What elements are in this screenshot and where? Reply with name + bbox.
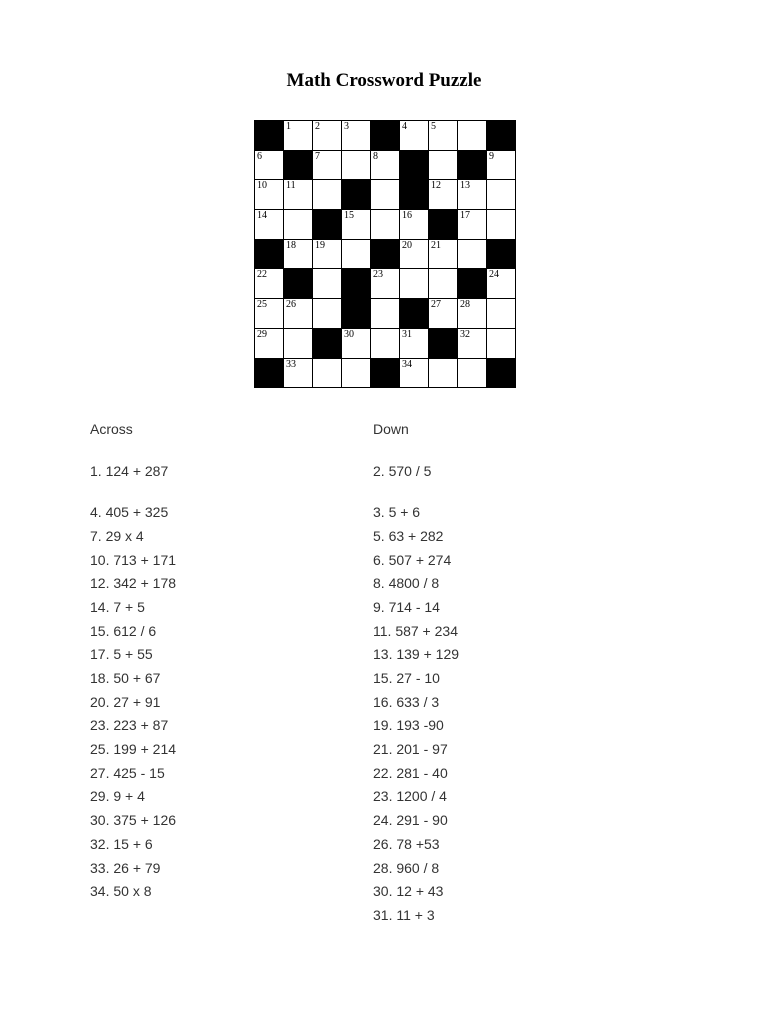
grid-cell[interactable]	[284, 299, 313, 329]
black-cell	[371, 240, 400, 270]
down-clue: 31. 11 + 3	[373, 906, 435, 923]
down-clue: 16. 633 / 3	[373, 693, 440, 710]
black-cell	[487, 359, 516, 389]
across-clue: 33. 26 + 79	[90, 859, 161, 876]
down-clue: 2. 570 / 5	[373, 463, 432, 479]
grid-cell[interactable]	[371, 269, 400, 299]
clue-number: 14	[257, 210, 267, 222]
across-clue: 15. 612 / 6	[90, 622, 157, 639]
clue-number: 34	[402, 358, 412, 370]
grid-cell[interactable]	[313, 240, 342, 270]
grid-cell[interactable]	[342, 121, 371, 151]
grid-cell[interactable]	[255, 210, 284, 240]
black-cell	[284, 151, 313, 181]
down-clue: 3. 5 + 6	[373, 504, 421, 521]
black-cell	[429, 210, 458, 240]
grid-cell[interactable]	[313, 269, 342, 299]
clue-number: 7	[315, 150, 320, 162]
grid-cell[interactable]	[342, 240, 371, 270]
across-clue: 12. 342 + 178	[90, 575, 177, 592]
grid-cell[interactable]	[458, 240, 487, 270]
clue-number: 8	[373, 150, 378, 162]
grid-cell[interactable]	[255, 329, 284, 359]
black-cell	[458, 151, 487, 181]
down-clue: 24. 291 - 90	[373, 812, 448, 829]
down-clue: 28. 960 / 8	[373, 859, 440, 876]
grid-cell[interactable]	[342, 359, 371, 389]
grid-cell[interactable]	[313, 299, 342, 329]
grid-cell[interactable]	[342, 210, 371, 240]
grid-cell[interactable]	[371, 299, 400, 329]
clue-number: 16	[402, 210, 412, 222]
black-cell	[313, 210, 342, 240]
down-clue: 6. 507 + 274	[373, 551, 452, 568]
clue-number: 15	[344, 210, 354, 222]
grid-cell[interactable]	[429, 240, 458, 270]
grid-cell[interactable]	[487, 329, 516, 359]
grid-cell[interactable]	[400, 269, 429, 299]
across-clue: 34. 50 x 8	[90, 883, 152, 900]
clue-number: 18	[286, 239, 296, 251]
across-clue-list	[90, 461, 176, 905]
clue-number: 17	[460, 210, 470, 222]
black-cell	[255, 121, 284, 151]
grid-cell[interactable]	[400, 329, 429, 359]
black-cell	[284, 269, 313, 299]
grid-cell[interactable]	[487, 299, 516, 329]
grid-cell[interactable]	[371, 329, 400, 359]
across-clue: 10. 713 + 171	[90, 551, 177, 568]
grid-cell[interactable]	[371, 180, 400, 210]
down-clue: 5. 63 + 282	[373, 527, 444, 544]
clue-number: 31	[402, 328, 412, 340]
across-clue: 25. 199 + 214	[90, 741, 177, 758]
clue-number: 12	[431, 180, 441, 192]
grid-cell[interactable]	[342, 151, 371, 181]
black-cell	[255, 359, 284, 389]
grid-cell[interactable]	[371, 151, 400, 181]
across-clues	[90, 419, 176, 905]
clue-number: 27	[431, 299, 441, 311]
grid-cell[interactable]	[371, 210, 400, 240]
grid-cell[interactable]	[458, 299, 487, 329]
down-clue: 23. 1200 / 4	[373, 788, 447, 805]
clue-number: 10	[257, 180, 267, 192]
across-clue: 14. 7 + 5	[90, 598, 145, 615]
clue-number: 22	[257, 269, 267, 281]
clue-number: 11	[286, 180, 296, 192]
clue-number: 19	[315, 239, 325, 251]
clue-number: 25	[257, 299, 267, 311]
grid-cell[interactable]	[313, 121, 342, 151]
grid-cell[interactable]	[400, 210, 429, 240]
down-clue: 11. 587 + 234	[373, 622, 458, 639]
across-clue: 1. 124 + 287	[90, 463, 169, 479]
black-cell	[342, 269, 371, 299]
black-cell	[255, 240, 284, 270]
black-cell	[487, 240, 516, 270]
down-clue: 22. 281 - 40	[373, 764, 448, 781]
black-cell	[458, 269, 487, 299]
grid-cell[interactable]	[313, 359, 342, 389]
black-cell	[371, 121, 400, 151]
across-clue: 18. 50 + 67	[90, 670, 161, 686]
grid-cell[interactable]	[284, 329, 313, 359]
grid-cell[interactable]	[458, 121, 487, 151]
page-title: Math Crossword Puzzle	[286, 70, 482, 91]
down-clues	[373, 419, 459, 929]
down-clue: 8. 4800 / 8	[373, 575, 440, 592]
black-cell	[429, 329, 458, 359]
down-clue-list	[373, 461, 459, 929]
clue-number: 30	[344, 328, 354, 340]
grid-cell[interactable]	[429, 121, 458, 151]
across-clue: 32. 15 + 6	[90, 835, 153, 852]
clue-number: 1	[286, 121, 291, 132]
across-clue: 23. 223 + 87	[90, 717, 169, 734]
grid-cell[interactable]	[255, 151, 284, 181]
grid-cell[interactable]	[313, 151, 342, 181]
black-cell	[487, 121, 516, 151]
clue-number: 26	[286, 299, 296, 311]
across-clue: 29. 9 + 4	[90, 788, 145, 805]
grid-cell[interactable]	[487, 210, 516, 240]
grid-cell[interactable]	[255, 299, 284, 329]
across-clue: 20. 27 + 91	[90, 693, 161, 710]
black-cell	[400, 151, 429, 181]
grid-cell[interactable]	[284, 210, 313, 240]
clue-number: 9	[489, 150, 494, 162]
across-clue: 17. 5 + 55	[90, 646, 153, 663]
clue-number: 13	[460, 180, 470, 192]
black-cell	[371, 359, 400, 389]
black-cell	[400, 180, 429, 210]
grid-cell[interactable]	[284, 121, 313, 151]
down-clue: 9. 714 - 14	[373, 598, 440, 615]
clue-number: 28	[460, 299, 470, 311]
black-cell	[400, 299, 429, 329]
across-clue: 30. 375 + 126	[90, 812, 177, 829]
clue-number: 21	[431, 239, 441, 251]
down-clue: 19. 193 -90	[373, 717, 444, 734]
grid-cell[interactable]	[429, 359, 458, 389]
clue-number: 32	[460, 328, 470, 340]
grid-cell[interactable]	[342, 329, 371, 359]
down-clue: 30. 12 + 43	[373, 883, 444, 900]
crossword-grid	[254, 120, 516, 388]
grid-cell[interactable]	[458, 210, 487, 240]
down-clue: 13. 139 + 129	[373, 646, 460, 663]
black-cell	[313, 329, 342, 359]
grid-cell[interactable]	[487, 151, 516, 181]
grid-cell[interactable]	[429, 269, 458, 299]
clue-number: 6	[257, 150, 262, 162]
grid-cell[interactable]	[255, 269, 284, 299]
grid-cell[interactable]	[284, 180, 313, 210]
clue-number: 4	[402, 121, 407, 132]
grid-cell[interactable]	[458, 180, 487, 210]
across-header: Across	[90, 421, 133, 437]
clue-number: 24	[489, 269, 499, 281]
grid-cell[interactable]	[458, 359, 487, 389]
grid-cell[interactable]	[313, 180, 342, 210]
clue-number: 33	[286, 358, 296, 370]
black-cell	[342, 299, 371, 329]
grid-cell[interactable]	[429, 151, 458, 181]
across-clue: 27. 425 - 15	[90, 764, 165, 781]
clue-number: 3	[344, 121, 349, 132]
grid-cell[interactable]	[429, 299, 458, 329]
clue-number: 5	[431, 121, 436, 132]
grid-cell[interactable]	[487, 269, 516, 299]
across-clue: 4. 405 + 325	[90, 504, 169, 521]
down-header: Down	[373, 421, 409, 437]
down-clue: 21. 201 - 97	[373, 741, 448, 758]
grid-cell[interactable]	[400, 359, 429, 389]
clue-number: 23	[373, 269, 383, 281]
black-cell	[342, 180, 371, 210]
grid-cell[interactable]	[429, 180, 458, 210]
grid-cell[interactable]	[284, 240, 313, 270]
grid-cell[interactable]	[255, 180, 284, 210]
grid-cell[interactable]	[284, 359, 313, 389]
across-clue: 7. 29 x 4	[90, 527, 144, 544]
clue-number: 29	[257, 328, 267, 340]
grid-cell[interactable]	[400, 121, 429, 151]
down-clue: 15. 27 - 10	[373, 670, 440, 686]
grid-cell[interactable]	[400, 240, 429, 270]
down-clue: 26. 78 +53	[373, 835, 440, 852]
clue-number: 20	[402, 239, 412, 251]
clue-number: 2	[315, 121, 320, 132]
grid-cell[interactable]	[458, 329, 487, 359]
grid-cell[interactable]	[487, 180, 516, 210]
